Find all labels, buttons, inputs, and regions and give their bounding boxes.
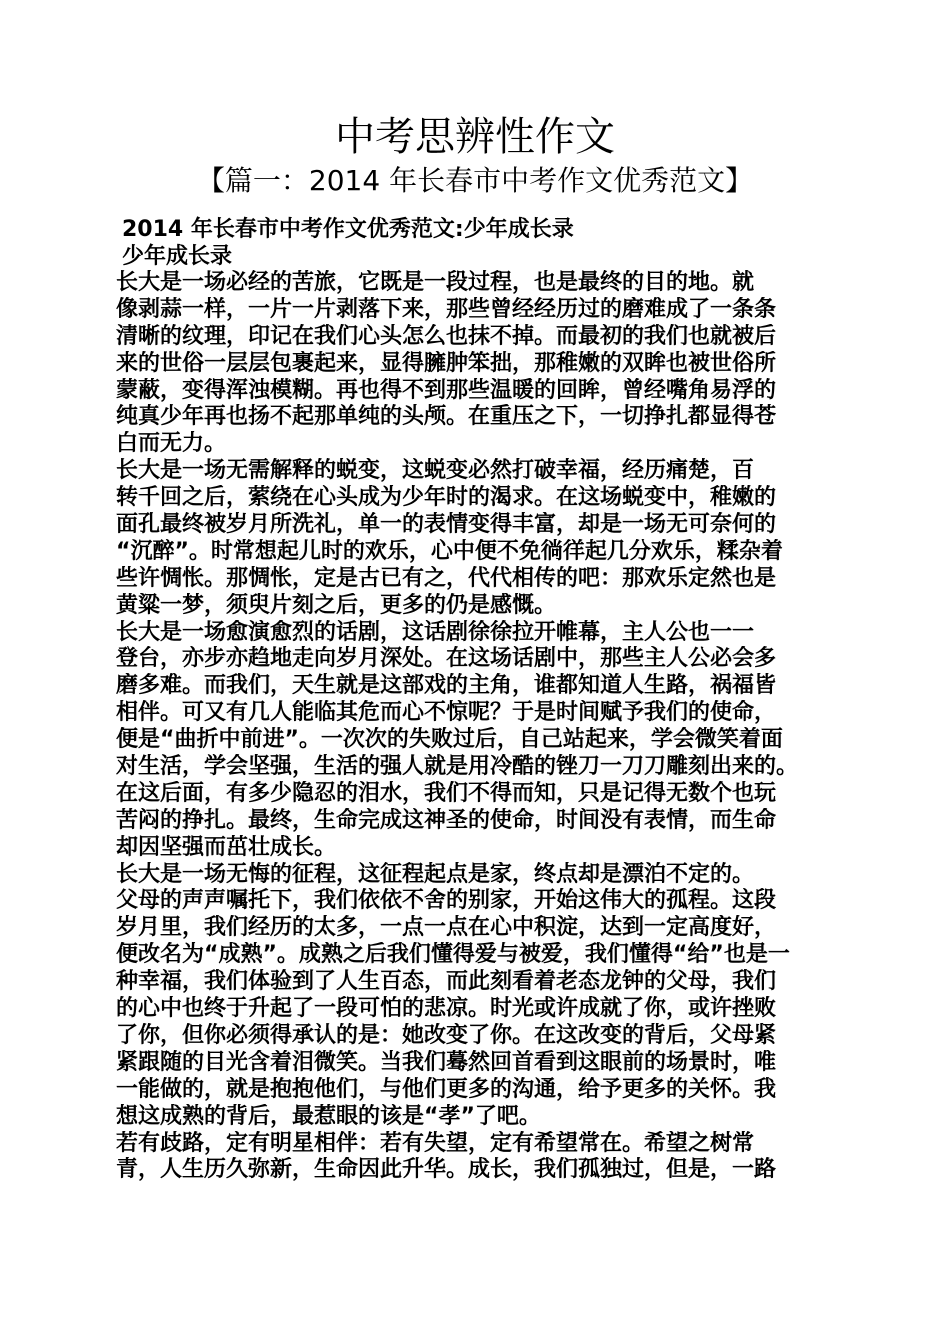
- body-line: 相伴。可又有几人能临其危而心不惊呢？于是时间赋予我们的使命，: [116, 700, 777, 726]
- body-line: 紧跟随的目光含着泪微笑。当我们蓦然回首看到这眼前的场景时，唯: [116, 1049, 777, 1075]
- body-line: 种幸福，我们体验到了人生百态，而此刻看着老态龙钟的父母，我们: [116, 969, 777, 995]
- body-line: 了你，但你必须得承认的是：她改变了你。在这改变的背后，父母紧: [116, 1022, 777, 1048]
- body-line: 长大是一场必经的苦旅，它既是一段过程，也是最终的目的地。就: [116, 270, 755, 295]
- body-line: 便改名为“成熟”。成熟之后我们懂得爱与被爱，我们懂得“给”也是一: [116, 942, 790, 968]
- body-line: 纯真少年再也扬不起那单纯的头颅。在重压之下，一切挣扎都显得苍: [116, 404, 777, 430]
- body-line: 登台，亦步亦趋地走向岁月深处。在这场话剧中，那些主人公必会多: [116, 646, 777, 672]
- body-line: 清晰的纹理，印记在我们心头怎么也抹不掉。而最初的我们也就被后: [116, 323, 777, 349]
- document-title: 中考思辨性作文: [335, 114, 615, 160]
- body-line: 一能做的，就是抱抱他们，与他们更多的沟通，给予更多的关怀。我: [116, 1076, 777, 1102]
- body-line: 长大是一场愈演愈烈的话剧，这话剧徐徐拉开帷幕，主人公也一一: [116, 619, 755, 645]
- article-subtitle: 少年成长录: [122, 244, 233, 269]
- body-line: 便是“曲折中前进”。一次次的失败过后，自己站起来，学会微笑着面: [116, 727, 783, 753]
- body-line: 蒙蔽，变得浑浊模糊。再也得不到那些温暖的回眸，曾经嘴角易浮的: [116, 377, 777, 403]
- body-line: 苦闷的挣扎。最终，生命完成这神圣的使命，时间没有表情，而生命: [116, 807, 777, 833]
- body-line: 白而无力。: [116, 431, 227, 457]
- body-line: 在这后面，有多少隐忍的泪水，我们不得而知，只是记得无数个也玩: [116, 780, 777, 806]
- body-line: 对生活，学会坚强，生活的强人就是用冷酷的锉刀一刀刀雕刻出来的。: [116, 754, 799, 780]
- document-subtitle: 【篇一：2014 年长春市中考作文优秀范文】: [196, 164, 754, 197]
- body-line: 父母的声声嘱托下，我们依依不舍的别家，开始这伟大的孤程。这段: [116, 888, 777, 914]
- body-line: “沉醉”。时常想起儿时的欢乐，心中便不免徜徉起几分欢乐，糅杂着: [116, 538, 783, 564]
- article-body: [116, 270, 838, 1184]
- body-line: 岁月里，我们经历的太多，一点一点在心中积淀，达到一定高度好，: [116, 915, 777, 941]
- body-line: 些许惆怅。那惆怅，定是古已有之，代代相传的吧：那欢乐定然也是: [116, 565, 777, 591]
- body-line: 想这成熟的背后，最惹眼的该是“孝”了吧。: [116, 1103, 541, 1129]
- body-line: 像剥蒜一样，一片一片剥落下来，那些曾经经历过的磨难成了一条条: [116, 296, 777, 322]
- body-line: 的心中也终于升起了一段可怕的悲凉。时光或许成就了你，或许挫败: [116, 996, 777, 1022]
- body-line: 若有歧路，定有明星相伴：若有失望，定有希望常在。希望之树常: [116, 1130, 755, 1156]
- body-line: 青，人生历久弥新，生命因此升华。成长，我们孤独过，但是，一路: [116, 1157, 777, 1183]
- body-line: 面孔最终被岁月所洗礼，单一的表情变得丰富，却是一场无可奈何的: [116, 512, 777, 538]
- body-line: 来的世俗一层层包裹起来，显得臃肿笨拙，那稚嫩的双眸也被世俗所: [116, 350, 777, 376]
- body-line: 磨多难。而我们，天生就是这部戏的主角，谁都知道人生路，祸福皆: [116, 673, 777, 699]
- body-line: 长大是一场无悔的征程，这征程起点是家，终点却是漂泊不定的。: [116, 861, 755, 887]
- body-line: 却因坚强而茁壮成长。: [116, 834, 337, 860]
- article-title: 2014 年长春市中考作文优秀范文:少年成长录: [122, 217, 574, 242]
- body-line: 转千回之后，萦绕在心头成为少年时的渴求。在这场蜕变中，稚嫩的: [116, 485, 777, 511]
- body-line: 黄粱一梦，须臾片刻之后，更多的仍是感慨。: [116, 592, 557, 618]
- body-line: 长大是一场无需解释的蜕变，这蜕变必然打破幸福，经历痛楚，百: [116, 458, 755, 484]
